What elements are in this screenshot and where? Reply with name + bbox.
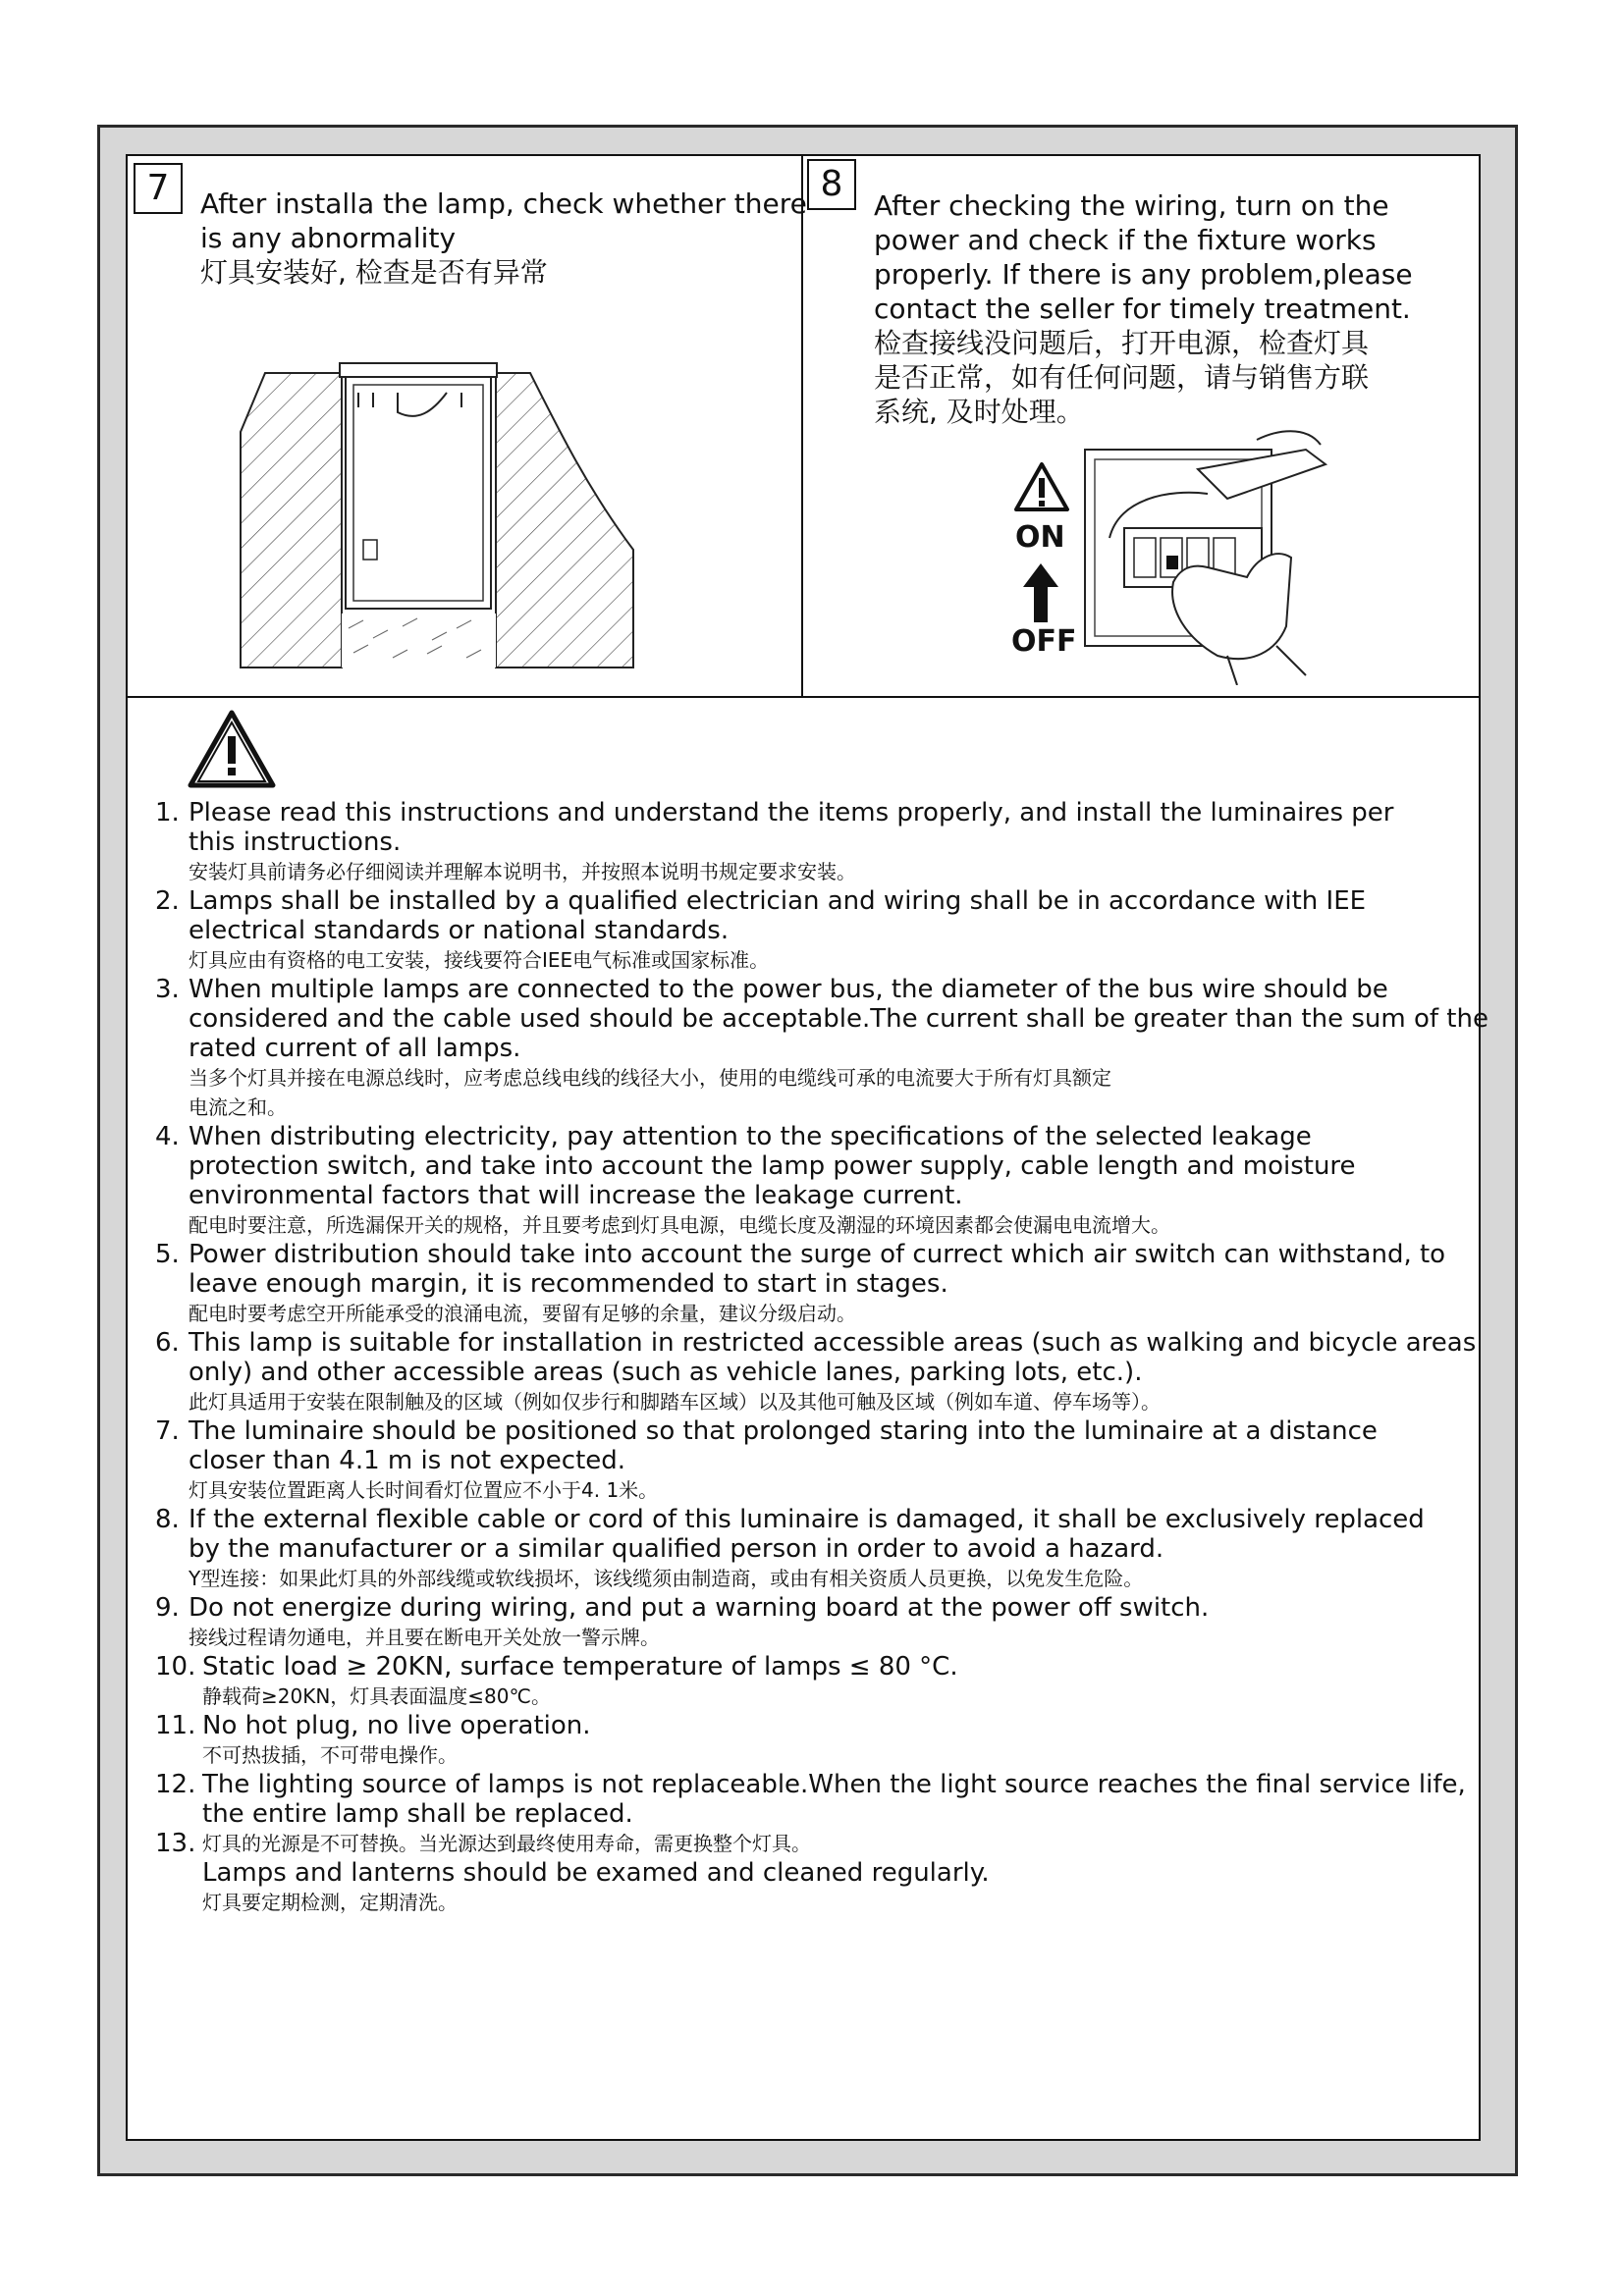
- step-8-number: 8: [807, 159, 856, 210]
- step7-text-line: After installa the lamp, check whether there: [200, 187, 807, 220]
- safety-note-english: The lighting source of lamps is not replaceable.When the light source reaches the final service life,: [202, 1770, 1466, 1799]
- safety-note-english: When multiple lamps are connected to the power bus, the diameter of the bus wire should be: [189, 975, 1388, 1004]
- safety-note-number: 11.: [155, 1711, 196, 1740]
- step8-text-line: After checking the wiring, turn on the: [874, 189, 1389, 222]
- safety-note-chinese: 灯具安装位置距离人长时间看灯位置应不小于4. 1米。: [189, 1478, 659, 1502]
- safety-note-item: [155, 886, 1471, 975]
- safety-note-item: [155, 1829, 1471, 1917]
- arrow-up-icon: [1023, 563, 1058, 622]
- safety-note-english: Power distribution should take into account the surge of currect which air switch can withstand, to: [189, 1240, 1446, 1269]
- lamp-install-illustration: [236, 353, 648, 677]
- safety-note-english: This lamp is suitable for installation in restricted accessible areas (such as walking and bicycle areas: [189, 1328, 1477, 1358]
- step-7-text: [200, 187, 807, 290]
- safety-note-item: [155, 1770, 1471, 1829]
- warning-triangle-icon: [187, 709, 277, 789]
- safety-note-english: considered and the cable used should be acceptable.The current shall be greater than the sum of the: [189, 1004, 1488, 1034]
- step8-text-line: contact the seller for timely treatment.: [874, 293, 1411, 325]
- safety-note-number: 13.: [155, 1829, 196, 1858]
- safety-note-chinese: 当多个灯具并接在电源总线时，应考虑总线电线的线径大小，使用的电缆线可承的电流要大于所有灯具额定: [189, 1066, 1111, 1090]
- step8-text-line: properly. If there is any problem,please: [874, 258, 1413, 291]
- safety-note-english: Lamps shall be installed by a qualified electrician and wiring shall be in accordance with IEE: [189, 886, 1367, 916]
- safety-note-number: 3.: [155, 975, 180, 1004]
- safety-note-number: 2.: [155, 886, 180, 916]
- switch-off-label: OFF: [1011, 624, 1077, 659]
- safety-note-english: rated current of all lamps.: [189, 1034, 521, 1063]
- safety-note-chinese: 灯具应由有资格的电工安装，接线要符合IEE电气标准或国家标准。: [189, 948, 770, 972]
- safety-note-number: 1.: [155, 798, 180, 828]
- safety-note-number: 10.: [155, 1652, 196, 1682]
- safety-notes-list: [155, 798, 1488, 1917]
- safety-note-number: 5.: [155, 1240, 180, 1269]
- step8-text-line: 是否正常，如有任何问题，请与销售方联: [874, 361, 1370, 394]
- safety-note-english: Please read this instructions and understand the items properly, and install the luminaires per: [189, 798, 1394, 828]
- safety-note-item: [155, 1505, 1471, 1593]
- safety-note-english: Lamps and lanterns should be examed and cleaned regularly.: [202, 1858, 990, 1888]
- safety-note-english: Do not energize during wiring, and put a warning board at the power off switch.: [189, 1593, 1210, 1623]
- safety-note-chinese: 不可热拔插，不可带电操作。: [202, 1743, 458, 1767]
- step8-text-line: power and check if the fixture works: [874, 224, 1377, 256]
- safety-note-english: by the manufacturer or a similar qualified person in order to avoid a hazard.: [189, 1534, 1164, 1564]
- safety-note-chinese: Y型连接：如果此灯具的外部线缆或软线损坏，该线缆须由制造商，或由有相关资质人员更换，以免发生危险。: [189, 1567, 1144, 1590]
- safety-note-english: The luminaire should be positioned so that prolonged staring into the luminaire at a distance: [189, 1416, 1378, 1446]
- safety-note-number: 6.: [155, 1328, 180, 1358]
- safety-note-item: [155, 1328, 1477, 1416]
- safety-note-item: [155, 975, 1488, 1122]
- warning-triangle-icon: [1013, 461, 1070, 512]
- section-divider: [126, 696, 1481, 698]
- safety-note-english: Static load ≥ 20KN, surface temperature of lamps ≤ 80 °C.: [202, 1652, 958, 1682]
- safety-note-item: [155, 1593, 1471, 1652]
- safety-note-english: When distributing electricity, pay attention to the specifications of the selected leakage: [189, 1122, 1312, 1151]
- safety-note-chinese: 安装灯具前请务必仔细阅读并理解本说明书，并按照本说明书规定要求安装。: [189, 860, 856, 883]
- safety-note-chinese: 配电时要注意，所选漏保开关的规格，并且要考虑到灯具电源，电缆长度及潮湿的环境因素都会使漏电电流增大。: [189, 1213, 1170, 1237]
- safety-note-item: [155, 1652, 1471, 1711]
- safety-note-chinese: 此灯具适用于安装在限制触及的区域（例如仅步行和脚踏车区域）以及其他可触及区域（例如车道、停车场等）。: [189, 1390, 1161, 1414]
- safety-note-english: environmental factors that will increase the leakage current.: [189, 1181, 963, 1210]
- step-7-number: 7: [134, 163, 183, 214]
- safety-note-number: 9.: [155, 1593, 180, 1623]
- safety-note-english: If the external flexible cable or cord of this luminaire is damaged, it shall be exclusively replaced: [189, 1505, 1425, 1534]
- safety-note-english: this instructions.: [189, 828, 402, 857]
- safety-note-item: [155, 1711, 1471, 1770]
- safety-note-number: 4.: [155, 1122, 180, 1151]
- safety-note-item: [155, 1416, 1471, 1505]
- safety-note-item: [155, 1122, 1471, 1240]
- safety-note-number: 7.: [155, 1416, 180, 1446]
- step-8-text: [874, 188, 1413, 429]
- switch-on-label: ON: [1015, 520, 1065, 555]
- safety-note-item: [155, 1240, 1471, 1328]
- safety-note-chinese: 电流之和。: [189, 1095, 287, 1119]
- step7-text-line: 灯具安装好, 检查是否有异常: [200, 256, 548, 289]
- safety-note-english: protection switch, and take into account the lamp power supply, cable length and moisture: [189, 1151, 1356, 1181]
- safety-note-chinese: 灯具的光源是不可替换。当光源达到最终使用寿命，需更换整个灯具。: [202, 1832, 811, 1855]
- safety-note-english: only) and other accessible areas (such as vehicle lanes, parking lots, etc.).: [189, 1358, 1143, 1387]
- step8-text-line: 检查接线没问题后，打开电源，检查灯具: [874, 327, 1370, 359]
- step7-text-line: is any abnormality: [200, 222, 457, 254]
- step8-text-line: 系统, 及时处理。: [874, 396, 1084, 428]
- safety-note-chinese: 灯具要定期检测，定期清洗。: [202, 1891, 458, 1914]
- safety-note-number: 12.: [155, 1770, 196, 1799]
- safety-note-number: 8.: [155, 1505, 180, 1534]
- safety-note-english: the entire lamp shall be replaced.: [202, 1799, 633, 1829]
- safety-note-english: electrical standards or national standards.: [189, 916, 730, 945]
- safety-note-english: No hot plug, no live operation.: [202, 1711, 591, 1740]
- safety-note-english: leave enough margin, it is recommended to start in stages.: [189, 1269, 948, 1299]
- power-switch-illustration: [1080, 410, 1335, 685]
- safety-note-chinese: 静载荷≥20KN，灯具表面温度≤80℃。: [202, 1684, 551, 1708]
- safety-note-chinese: 接线过程请勿通电，并且要在断电开关处放一警示牌。: [189, 1626, 660, 1649]
- safety-note-item: [155, 798, 1471, 886]
- safety-note-english: closer than 4.1 m is not expected.: [189, 1446, 626, 1475]
- safety-note-chinese: 配电时要考虑空开所能承受的浪涌电流，要留有足够的余量，建议分级启动。: [189, 1302, 856, 1325]
